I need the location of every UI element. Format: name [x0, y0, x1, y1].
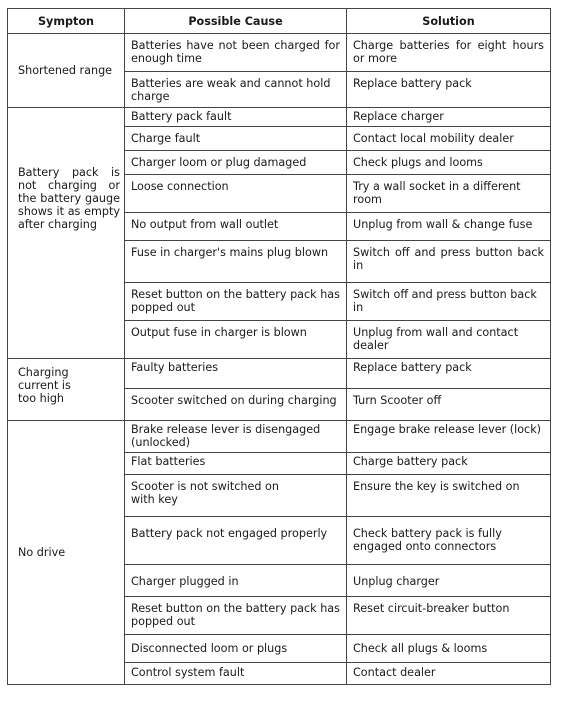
cause-cell: Batteries have not been charged for enough time [125, 34, 347, 72]
solution-cell: Contact dealer [347, 663, 551, 685]
header-row [8, 9, 551, 34]
solution-cell: Reset circuit-breaker button [347, 597, 551, 635]
cause-cell: Charger loom or plug damaged [125, 151, 347, 175]
solution-cell: Unplug from wall and contact dealer [347, 321, 551, 359]
solution-cell: Charge batteries for eight hours or more [347, 34, 551, 72]
solution-cell: Switch off and press button back in [347, 241, 551, 283]
solution-cell: Switch off and press button back in [347, 283, 551, 321]
solution-cell: Contact local mobility dealer [347, 127, 551, 151]
solution-cell: Engage brake release lever (lock) [347, 421, 551, 453]
solution-cell: Unplug charger [347, 565, 551, 597]
cause-cell: Disconnected loom or plugs [125, 635, 347, 663]
symptom-cell: Charging current is too high [8, 359, 125, 421]
cause-cell: Fuse in charger's mains plug blown [125, 241, 347, 283]
cause-cell: Flat batteries [125, 453, 347, 475]
cause-cell: Charger plugged in [125, 565, 347, 597]
solution-cell: Check plugs and looms [347, 151, 551, 175]
solution-cell: Replace battery pack [347, 72, 551, 108]
header-symptom: Sympton [8, 9, 125, 34]
solution-cell: Try a wall socket in a different room [347, 175, 551, 213]
solution-cell: Ensure the key is switched on [347, 475, 551, 517]
cause-cell: Scooter is not switched on with key [125, 475, 347, 517]
symptom-cell: Battery pack is not charging or the battery gauge shows it as empty after charging [8, 108, 125, 359]
cause-cell: Loose connection [125, 175, 347, 213]
table-row [8, 108, 551, 127]
solution-cell: Replace battery pack [347, 359, 551, 389]
solution-cell: Replace charger [347, 108, 551, 127]
symptom-cell: No drive [8, 421, 125, 685]
cause-cell: Batteries are weak and cannot hold charge [125, 72, 347, 108]
cause-cell: Reset button on the battery pack has popped out [125, 597, 347, 635]
cause-cell: Scooter switched on during charging [125, 389, 347, 421]
cause-cell: No output from wall outlet [125, 213, 347, 241]
solution-cell: Check battery pack is fully engaged onto connectors [347, 517, 551, 565]
solution-cell: Unplug from wall & change fuse [347, 213, 551, 241]
cause-cell: Reset button on the battery pack has popped out [125, 283, 347, 321]
solution-cell: Turn Scooter off [347, 389, 551, 421]
cause-cell: Battery pack fault [125, 108, 347, 127]
troubleshooting-table [7, 8, 551, 685]
table-row [8, 359, 551, 389]
solution-cell: Check all plugs & looms [347, 635, 551, 663]
header-solution: Solution [347, 9, 551, 34]
cause-cell: Charge fault [125, 127, 347, 151]
cause-cell: Faulty batteries [125, 359, 347, 389]
cause-cell: Battery pack not engaged properly [125, 517, 347, 565]
cause-cell: Output fuse in charger is blown [125, 321, 347, 359]
solution-cell: Charge battery pack [347, 453, 551, 475]
table-row [8, 421, 551, 453]
header-possible-cause: Possible Cause [125, 9, 347, 34]
cause-cell: Control system fault [125, 663, 347, 685]
table-row [8, 34, 551, 72]
cause-cell: Brake release lever is disengaged (unlocked) [125, 421, 347, 453]
symptom-cell: Shortened range [8, 34, 125, 108]
